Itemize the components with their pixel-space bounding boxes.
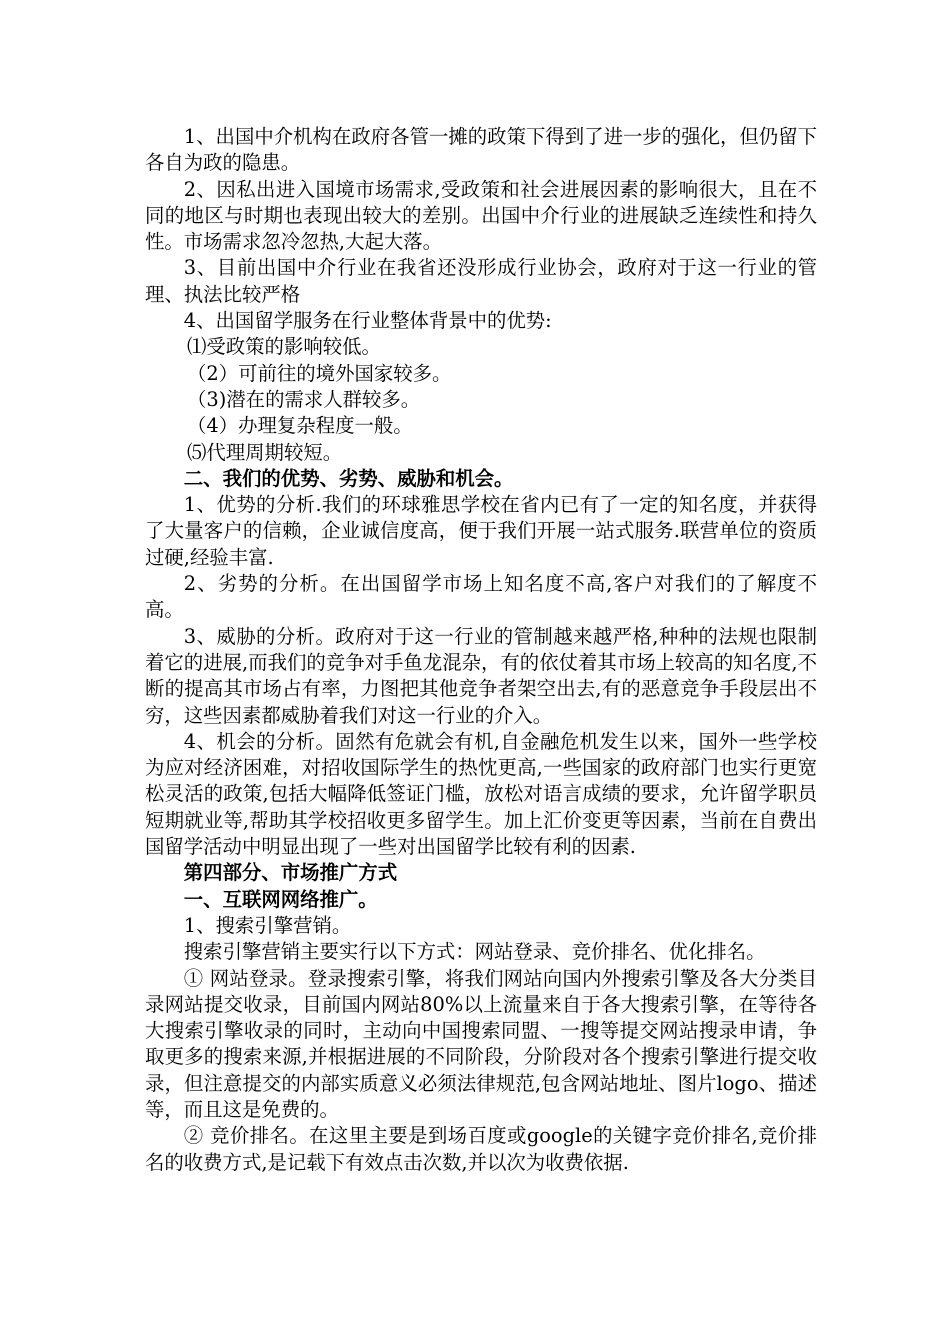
paragraph-study-abroad-advantages: 4、出国留学服务在行业整体背景中的优势: xyxy=(183,309,552,333)
document-body xyxy=(145,124,817,1176)
paragraph-market-demand: 2、因私出进入国境市场需求,受政策和社会进展因素的影响很大，且在不同的地区与时期也表现出较大的差别。出国中介行业的进展缺乏连续性和持久性。市场需求忽冷忽热,大起大落。 xyxy=(145,177,817,254)
part-heading-marketing: 第四部分、市场推广方式 xyxy=(183,861,398,885)
paragraph-threats: 3、威胁的分析。政府对于这一行业的管制越来越严格,种种的法规也限制着它的进展,而我们的竞争对手鱼龙混杂，有的依仗着其市场上较高的知名度,不断的提高其市场占有率，力图把其他竞争者架空出去,有的恶意竞争手段层出不穷，这些因素都威胁着我们对这一行业的介入。 xyxy=(145,624,817,727)
paragraph-strengths: 1、优势的分析.我们的环球雅思学校在省内已有了一定的知名度，并获得了大量客户的信赖，企业诚信度高，便于我们开展一站式服务.联营单位的资质过硬,经验丰富. xyxy=(145,493,817,569)
section-heading-swot: 二、我们的优势、劣势、威胁和机会。 xyxy=(183,466,514,490)
paragraph-search-engine-title: 1、搜索引擎营销。 xyxy=(183,913,352,937)
list-item: （2）可前往的境外国家较多。 xyxy=(187,361,452,385)
paragraph-weaknesses: 2、劣势的分析。在出国留学市场上知名度不高,客户对我们的了解度不高。 xyxy=(145,572,817,622)
paragraph-bidding-ranking: ② 竞价排名。在这里主要是到场百度或google的关键字竞价排名,竞价排名的收费方式,是记载下有效点击次数,并以次为收费依据. xyxy=(145,1124,817,1174)
list-item: ⑴受政策的影响较低。 xyxy=(187,335,381,359)
paragraph-opportunities: 4、机会的分析。固然有危就会有机,自金融危机发生以来，国外一些学校为应对经济困难，对招收国际学生的热忱更高,一些国家的政府部门也实行更宽松灵活的政策,包括大幅降低签证门槛，放松对语言成绩的要求，允许留学职员短期就业等,帮助其学校招收更多留学生。加上汇价变更等因素，当前在自费出国留学活动中明显出现了一些对出国留学比较有利的因素. xyxy=(145,729,817,859)
paragraph-industry-association: 3、目前出国中介行业在我省还没形成行业协会，政府对于这一行业的管理、执法比较严格 xyxy=(145,256,817,306)
section-heading-internet: 一、互联网网络推广。 xyxy=(183,887,378,911)
paragraph-site-submission: ① 网站登录。登录搜索引擎，将我们网站向国内外搜索引擎及各大分类目录网站提交收录，目前国内网站80%以上流量来自于各大搜索引擎，在等待各大搜索引擎收录的同时，主动向中国搜索同盟、一搜等提交网站搜录申请，争取更多的搜索来源,并根据进展的不同阶段，分阶段对各个搜索引擎进行提交收录，但注意提交的内部实质意义必须法律规范,包含网站地址、图片logo、描述等，而且这是免费的。 xyxy=(145,966,817,1121)
list-item: （4）办理复杂程度一般。 xyxy=(187,414,413,438)
list-item: ⑸代理周期较短。 xyxy=(187,440,343,464)
paragraph-intermediary-strengthened: 1、出国中介机构在政府各管一摊的政策下得到了进一步的强化，但仍留下各自为政的隐患。 xyxy=(145,125,817,175)
paragraph-search-engine-methods: 搜索引擎营销主要实行以下方式：网站登录、竞价排名、优化排名。 xyxy=(183,940,766,964)
list-item: （3)潜在的需求人群较多。 xyxy=(187,387,421,411)
